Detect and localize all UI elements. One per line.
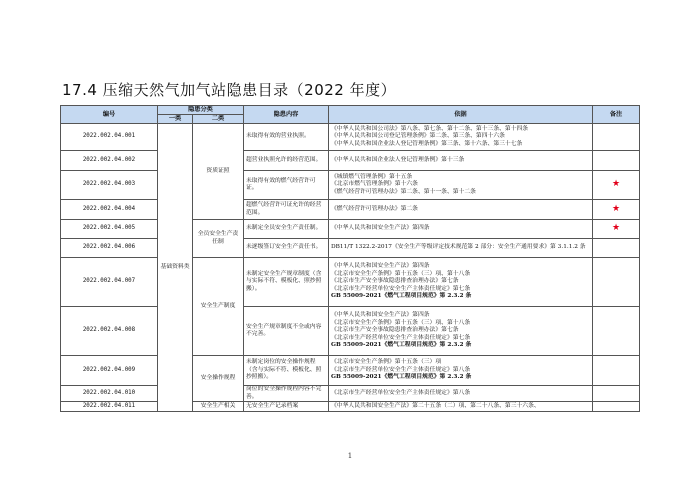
row-note [593,386,640,402]
basis-line: DB11/T 1322.2-2017《安全生产等级评定技术规范第 2 部分：安全生产通用要求》第 3.1.1.2 条 [331,244,586,251]
basis-line: 《北京市安全生产条例》第十五条（三）项、第十八条 [331,319,471,326]
table-row [61,200,640,220]
basis-line: 《中华人民共和国企业法人登记管理条例》第三条、第十六条、第三十七条 [331,140,523,147]
basis-line: 《中华人民共和国安全生产法》第四条 [331,225,430,232]
row-basis [329,151,593,171]
hazard-table [60,105,640,412]
basis-line: 《中华人民共和国安全生产法》第二十五条（二）项、第二十八条、第三十六条、 [331,402,540,409]
row-basis [329,307,593,356]
row-desc: 未取得有效的营业执照。 [244,124,329,151]
basis-line: 《北京市燃气管理条例》第十六条 [331,181,418,188]
basis-line: 《北京市安全生产条例》第十五条（三）项 [331,359,442,366]
row-basis [329,386,593,402]
row-desc: 超营业执照允许的经营范围。 [244,151,329,171]
basis-line: GB 55009-2021《燃气工程项目规范》第 2.3.2 条 [331,374,472,381]
table-row [61,171,640,200]
basis-line: 《中华人民共和国安全生产法》第四条 [331,312,430,319]
row-basis [329,200,593,220]
table-row [61,124,640,151]
header-cat1: 一类 [158,115,193,124]
row-note [593,220,640,239]
cat2-cell: 安全生产相关 [193,402,244,412]
header-basis: 依据 [329,106,593,124]
basis-line: 《中华人民共和国安全生产法》第四条 [331,263,430,270]
row-note [593,151,640,171]
row-code: 2022.002.04.002 [61,151,158,171]
basis-line: 《北京市生产经营单位安全生产主体责任规定》第八条 [331,366,471,373]
row-code: 2022.002.04.003 [61,171,158,200]
basis-line: 《北京市生产安全事故隐患排查治理办法》第七条 [331,327,459,334]
header-cat2: 二类 [193,115,244,124]
row-code: 2022.002.04.007 [61,258,158,307]
basis-line: 《中华人民共和国公司登记管理条例》第二条、第三条、第四十六条 [331,133,505,140]
basis-line: GB 55009-2021《燃气工程项目规范》第 2.3.2 条 [331,293,472,300]
row-basis [329,356,593,386]
row-code: 2022.002.04.004 [61,200,158,220]
row-desc: 未取得有效的燃气经营许可证。 [244,171,329,200]
star-icon: ★ [611,203,621,214]
row-note [593,307,640,356]
cat2-cell: 全员安全生产责任制 [193,220,244,258]
page-title: 17.4 压缩天然气加气站隐患目录（2022 年度） [62,81,397,99]
star-icon: ★ [611,179,621,190]
row-note [593,200,640,220]
table-row [61,151,640,171]
basis-line: 《北京市生产经营单位安全生产主体责任规定》第七条 [331,285,471,292]
row-desc: 超燃气经营许可证允许的经营范围。 [244,200,329,220]
row-code: 2022.002.04.010 [61,386,158,402]
cat2-cell: 安全生产制度 [193,258,244,356]
table-row [61,239,640,258]
basis-line: 《城镇燃气管理条例》第十五条 [331,173,413,180]
header-code: 编号 [61,106,158,124]
header-desc: 隐患内容 [244,106,329,124]
row-note [593,124,640,151]
table-row [61,307,640,356]
row-desc: 未制定岗位的安全操作规程（含与实际不符、模板化、照抄照搬）。 [244,356,329,386]
row-note [593,356,640,386]
basis-line: 《中华人民共和国公司法》第八条、第七条、第十二条、第十三条、第十四条 [331,125,529,132]
table-row [61,356,640,386]
table-row [61,386,640,402]
basis-line: 《北京市生产安全事故隐患排查治理办法》第七条 [331,278,459,285]
row-basis [329,258,593,307]
row-basis [329,124,593,151]
row-basis [329,239,593,258]
row-code: 2022.002.04.005 [61,220,158,239]
row-desc: 未逐级签订安全生产责任书。 [244,239,329,258]
row-basis [329,171,593,200]
basis-line: 《北京市生产经营单位安全生产主体责任规定》第七条 [331,334,471,341]
row-note [593,171,640,200]
header-category: 隐患分类 [158,106,244,115]
table-row [61,402,640,412]
row-desc: 未制定安全生产规章制度（含与实际不符、模板化、照抄照搬）。 [244,258,329,307]
row-code: 2022.002.04.008 [61,307,158,356]
row-code: 2022.002.04.001 [61,124,158,151]
row-code: 2022.002.04.009 [61,356,158,386]
page-number: 1 [347,452,353,460]
basis-line: 《燃气经营许可管理办法》第二条、第十一条、第十二条 [331,188,476,195]
row-basis [329,220,593,239]
row-basis [329,402,593,412]
basis-line: GB 55009-2021《燃气工程项目规范》第 2.3.2 条 [331,342,472,349]
cat2-cell: 资质证照 [193,124,244,220]
row-code: 2022.002.04.006 [61,239,158,258]
basis-line: 《燃气经营许可管理办法》第二条 [331,205,418,212]
row-desc: 岗位的安全操作规程内容不完善。 [244,386,329,402]
cat2-cell: 安全操作规程 [193,356,244,402]
row-desc: 安全生产规章制度不全或内容不完善。 [244,307,329,356]
row-note [593,258,640,307]
row-note [593,239,640,258]
cat1-cell: 基础资料类 [158,124,193,412]
table-row [61,220,640,239]
basis-line: 《北京市安全生产条例》第十五条（三）项、第十八条 [331,270,471,277]
header-note: 备注 [593,106,640,124]
table-row [61,258,640,307]
star-icon: ★ [611,223,621,234]
basis-line: 《中华人民共和国企业法人登记管理条例》第十三条 [331,156,465,163]
row-code: 2022.002.04.011 [61,402,158,412]
row-desc: 无安全生产记录档案 [244,402,329,412]
row-desc: 未制定全员安全生产责任制。 [244,220,329,239]
basis-line: 《北京市生产经营单位安全生产主体责任规定》第八条 [331,389,471,396]
row-note [593,402,640,412]
